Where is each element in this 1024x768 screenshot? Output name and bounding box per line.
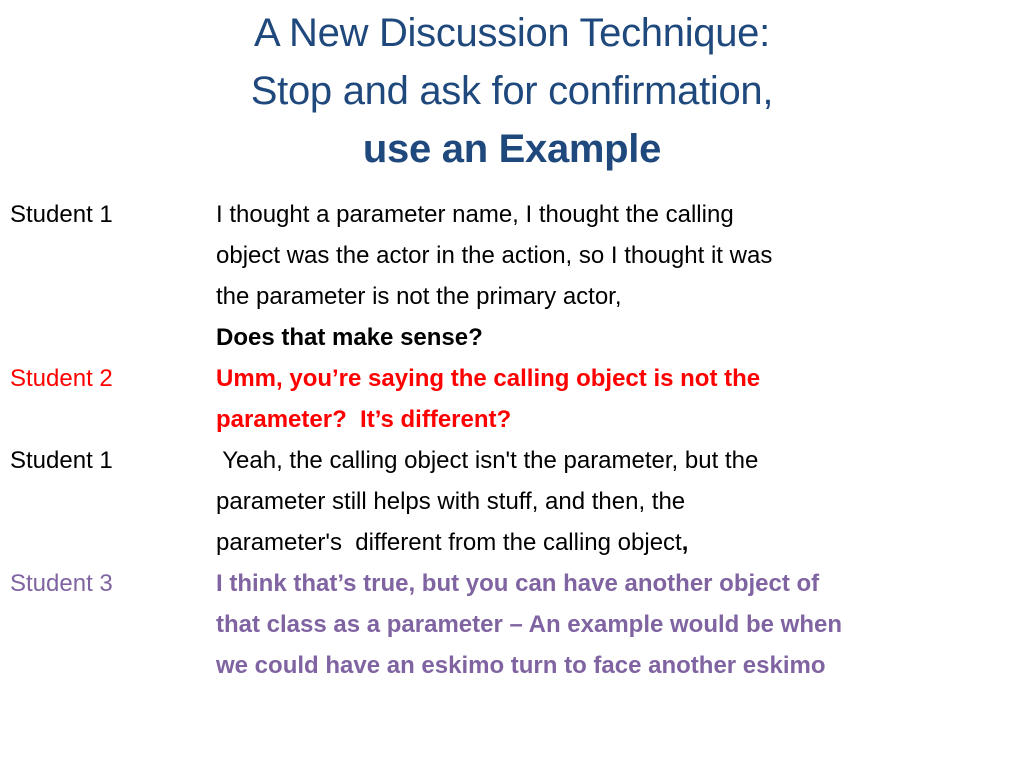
dialogue-turn-3: [10, 440, 1010, 563]
speech-text: [216, 563, 1006, 686]
speech-line: parameter still helps with stuff, and then, the: [216, 488, 686, 515]
dialogue-turn-2: [10, 358, 1010, 440]
speech-line: Umm, you’re saying the calling object is not the: [216, 365, 761, 392]
speech-line: I think that’s true, but you can have another object of: [216, 570, 820, 597]
speaker-label: Student 1: [10, 201, 113, 228]
speech-text: [216, 440, 1006, 563]
speech-line: I thought a parameter name, I thought the calling: [216, 201, 734, 228]
slide-title: [0, 4, 1024, 178]
speech-line: [216, 522, 1006, 563]
speech-line: parameter? It’s different?: [216, 406, 512, 433]
confirmation-question: Does that make sense?: [216, 324, 483, 351]
speaker-label: Student 3: [10, 570, 113, 597]
dialogue-turn-4: [10, 563, 1010, 686]
speech-line: object was the actor in the action, so I thought it was: [216, 242, 773, 269]
title-line-2: Stop and ask for confirmation,: [250, 69, 774, 113]
speech-line: Yeah, the calling object isn't the parameter, but the: [216, 447, 759, 474]
speech-text: [216, 358, 1006, 440]
speaker-label: Student 1: [10, 447, 113, 474]
title-line-3: use an Example: [362, 127, 662, 171]
trailing-comma: ,: [681, 529, 689, 556]
speaker-label: Student 2: [10, 365, 113, 392]
speech-line: we could have an eskimo turn to face another eskimo: [216, 652, 826, 679]
title-line-1: A New Discussion Technique:: [254, 11, 770, 55]
speech-line: that class as a parameter – An example would be when: [216, 611, 843, 638]
speech-text: [216, 194, 1006, 358]
dialogue-turn-1: [10, 194, 1010, 358]
speech-line: the parameter is not the primary actor,: [216, 283, 622, 310]
dialogue: [10, 194, 1010, 686]
speech-line-text: parameter's different from the calling object: [216, 529, 682, 556]
